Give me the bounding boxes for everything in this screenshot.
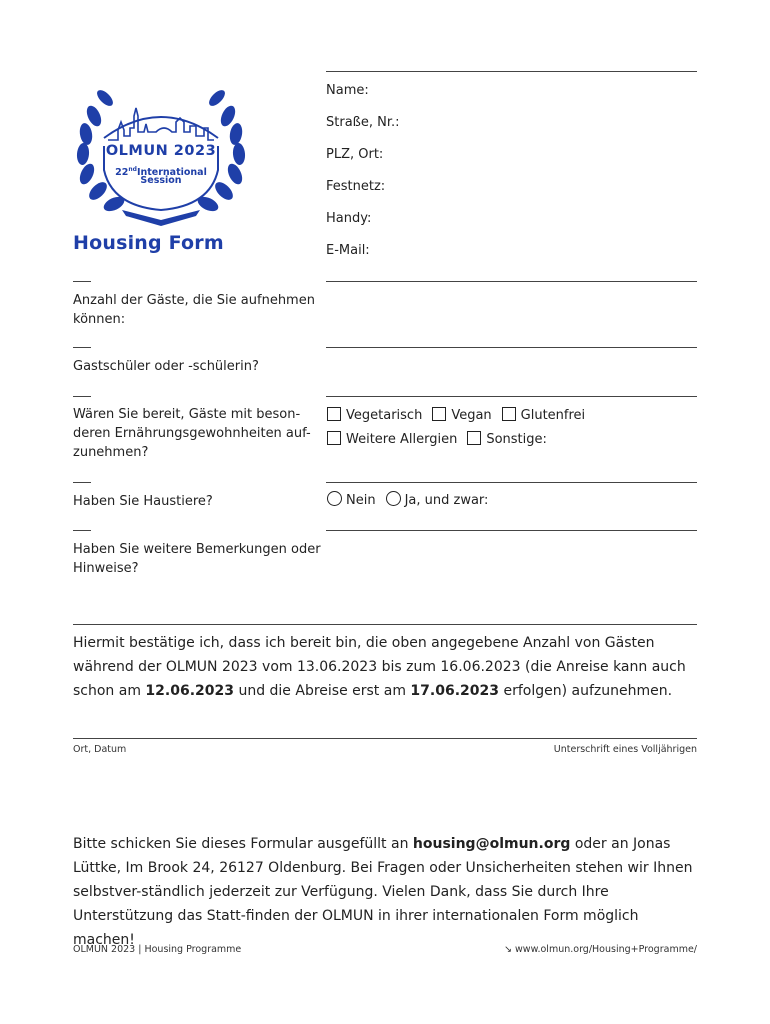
diet-options-row2 (327, 428, 557, 447)
footer-left: OLMUN 2023 | Housing Programme (73, 944, 242, 955)
checkbox-icon[interactable] (327, 407, 341, 421)
divider-dash (73, 530, 91, 531)
checkbox-icon[interactable] (467, 431, 481, 445)
divider-rule (326, 482, 697, 483)
remarks-answer-field[interactable] (326, 532, 697, 622)
signature-label: Unterschrift eines Volljährigen (553, 744, 697, 755)
olmun-logo (72, 86, 250, 226)
checkbox-vegan[interactable] (432, 407, 491, 423)
name-field-label[interactable]: Name: (326, 83, 369, 98)
place-date-label: Ort, Datum (73, 744, 127, 755)
radio-yes[interactable] (386, 491, 489, 508)
diet-options-row1 (327, 404, 595, 423)
confirmation-text: Hiermit bestätige ich, dass ich bereit bin, die oben angegebene Anzahl von Gästen während der OLMUN 2023 vom 13.06.2023 bis zum 16.06.2023 (die Anreise kann auch schon am 12.06.2023 und die Abreise erst am 17.06.2023 erfolgen) aufzunehmen. (73, 635, 686, 699)
radio-icon[interactable] (327, 491, 342, 506)
checkbox-icon[interactable] (327, 431, 341, 445)
page-title: Housing Form (73, 232, 224, 254)
signature-field[interactable] (73, 705, 697, 737)
closing-text: Bitte schicken Sie dieses Formular ausgefüllt an housing@olmun.org oder an Jonas Lüttke, Im Brook 24, 26127 Oldenburg. Bei Fragen oder Unsicherheiten stehen wir Ihnen selbstver-ständlich jederzeit zur Verfügung. Vielen Dank, dass Sie durch Ihre Unterstützung das Statt-finden der OLMUN in ihrer internationalen Form möglich machen! (73, 836, 693, 948)
checkbox-glutenfree[interactable] (502, 407, 586, 423)
checkbox-allergies[interactable] (327, 431, 457, 447)
email-field-label[interactable]: E-Mail: (326, 243, 370, 258)
landline-field-label[interactable]: Festnetz: (326, 179, 386, 194)
street-field-label[interactable]: Straße, Nr.: (326, 115, 400, 130)
question-gender: Gastschüler oder -schülerin? (73, 359, 259, 374)
gender-answer-field[interactable] (326, 349, 697, 395)
divider-dash (73, 396, 91, 397)
signature-rule (73, 738, 697, 739)
question-pets: Haben Sie Haustiere? (73, 494, 213, 509)
checkbox-glutenfree-label: Glutenfrei (520, 408, 586, 423)
radio-yes-label: Ja, und zwar: (404, 493, 489, 508)
logo-session-line1: 22ndInternational (115, 166, 207, 179)
footer-right[interactable] (504, 944, 697, 956)
checkbox-allergies-label: Weitere Allergien (346, 432, 458, 447)
checkbox-other[interactable] (467, 431, 547, 447)
city-field-label[interactable]: PLZ, Ort: (326, 147, 384, 162)
divider-dash (73, 347, 91, 348)
guests-answer-field[interactable] (326, 283, 697, 345)
departure-date: 17.06.2023 (410, 683, 499, 699)
top-rule (326, 71, 697, 72)
pets-options-row (327, 489, 498, 508)
checkbox-other-label: Sonstige: (486, 432, 547, 447)
divider-dash (73, 482, 91, 483)
footer-url[interactable]: www.olmun.org/Housing+Programme/ (515, 944, 697, 955)
checkbox-vegetarian-label: Vegetarisch (346, 408, 423, 423)
radio-no-label: Nein (346, 493, 376, 508)
divider-rule (326, 530, 697, 531)
radio-icon[interactable] (386, 491, 401, 506)
mobile-field-label[interactable]: Handy: (326, 211, 372, 226)
arrow-down-right-icon: ↘ (504, 944, 512, 955)
logo-event-name: OLMUN 2023 (105, 143, 217, 159)
divider-rule (326, 396, 697, 397)
housing-email-link[interactable]: housing@olmun.org (412, 836, 571, 852)
question-guests: Anzahl der Gäste, die Sie aufnehmen können: (73, 293, 315, 327)
arrival-date: 12.06.2023 (145, 683, 234, 699)
divider-rule (326, 347, 697, 348)
checkbox-vegetarian[interactable] (327, 407, 422, 423)
radio-no[interactable] (327, 491, 376, 508)
logo-session-line2: Session (140, 175, 182, 186)
checkbox-icon[interactable] (432, 407, 446, 421)
divider-dash (73, 281, 91, 282)
checkbox-icon[interactable] (502, 407, 516, 421)
confirmation-rule (73, 624, 697, 625)
divider-rule (326, 281, 697, 282)
question-diet: Wären Sie bereit, Gäste mit beson-deren Ernährungsgewohnheiten auf-zunehmen? (73, 407, 311, 460)
checkbox-vegan-label: Vegan (451, 408, 492, 423)
question-remarks: Haben Sie weitere Bemerkungen oder Hinweise? (73, 542, 321, 576)
